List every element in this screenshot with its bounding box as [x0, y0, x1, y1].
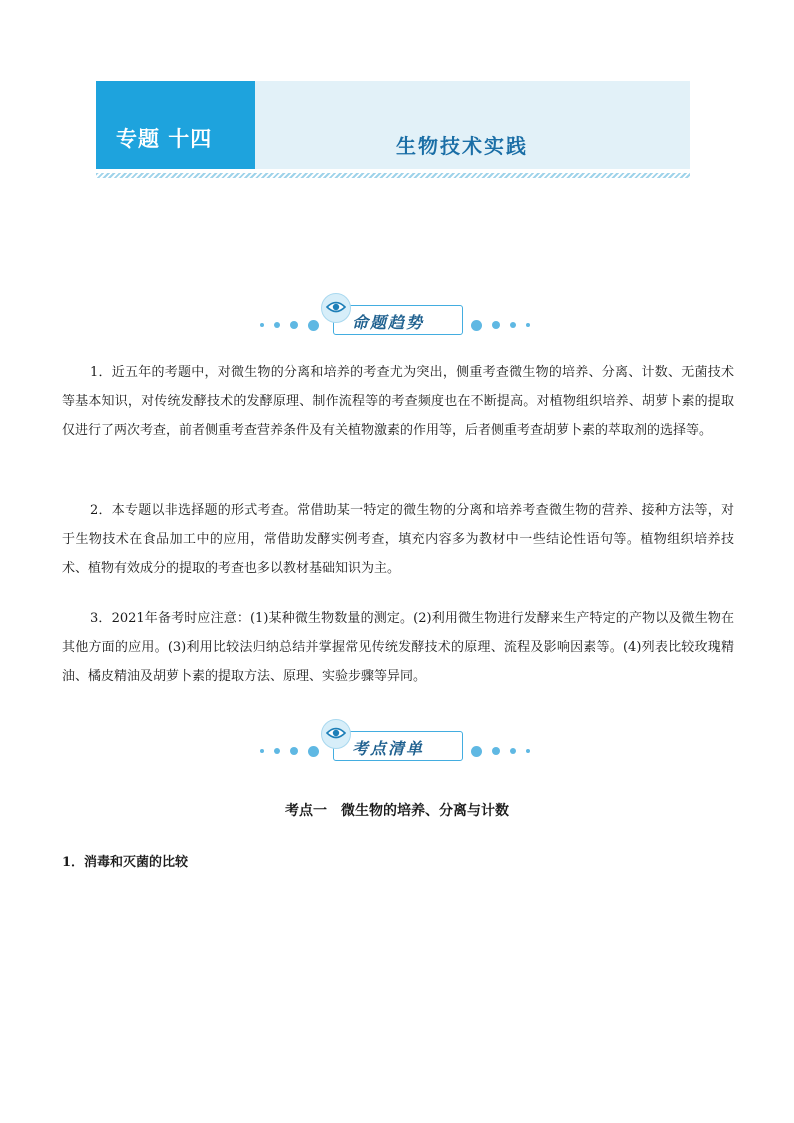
section-heading-checklist [255, 719, 535, 765]
trend-paragraph-2: 2．本专题以非选择题的形式考查。常借助某一特定的微生物的分离和培养考查微生物的营养、接种方法等，对于生物技术在食品加工中的应用，常借助发酵实例考查，填充内容多为教材中一些结论性语句等。植物组织培养技术、植物有效成分的提取的考查也多以教材基础知识为主。 [62, 503, 734, 576]
subsection-title: 考点一 微生物的培养、分离与计数 [285, 803, 509, 819]
chapter-number: 专题 十四 [116, 127, 213, 151]
chapter-banner [96, 81, 690, 169]
decorative-dots-right [466, 745, 535, 757]
chapter-title: 生物技术实践 [396, 134, 528, 158]
chapter-tag [96, 81, 255, 169]
section-label: 命题趋势 [352, 313, 425, 332]
decorative-dots-left [255, 745, 324, 757]
decorative-dots-left [255, 319, 324, 331]
item-title: 1．消毒和灭菌的比较 [62, 855, 189, 870]
trend-paragraph-3: 3．2021年备考时应注意：(1)某种微生物数量的测定。(2)利用微生物进行发酵来生产特定的产物以及微生物在其他方面的应用。(3)利用比较法归纳总结并掌握常见传统发酵技术的原理、流程及影响因素等。(4)列表比较玫瑰精油、橘皮精油及胡萝卜素的提取方法、原理、实验步骤等异同。 [62, 611, 734, 684]
section-heading-trend [255, 293, 535, 339]
decorative-dots-right [466, 319, 535, 331]
section-label-box [333, 305, 463, 335]
section-label-box [333, 731, 463, 761]
trend-paragraph-1: 1．近五年的考题中，对微生物的分离和培养的考查尤为突出，侧重考查微生物的培养、分离、计数、无菌技术等基本知识，对传统发酵技术的发酵原理、制作流程等的考查频度也在不断提高。对植物组织培养、胡萝卜素的提取仅进行了两次考查，前者侧重考查营养条件及有关植物激素的作用等，后者侧重考查胡萝卜素的萃取剂的选择等。 [62, 365, 734, 438]
eye-icon [321, 719, 351, 749]
eye-icon [321, 293, 351, 323]
banner-divider [96, 173, 690, 178]
section-label: 考点清单 [352, 739, 425, 758]
